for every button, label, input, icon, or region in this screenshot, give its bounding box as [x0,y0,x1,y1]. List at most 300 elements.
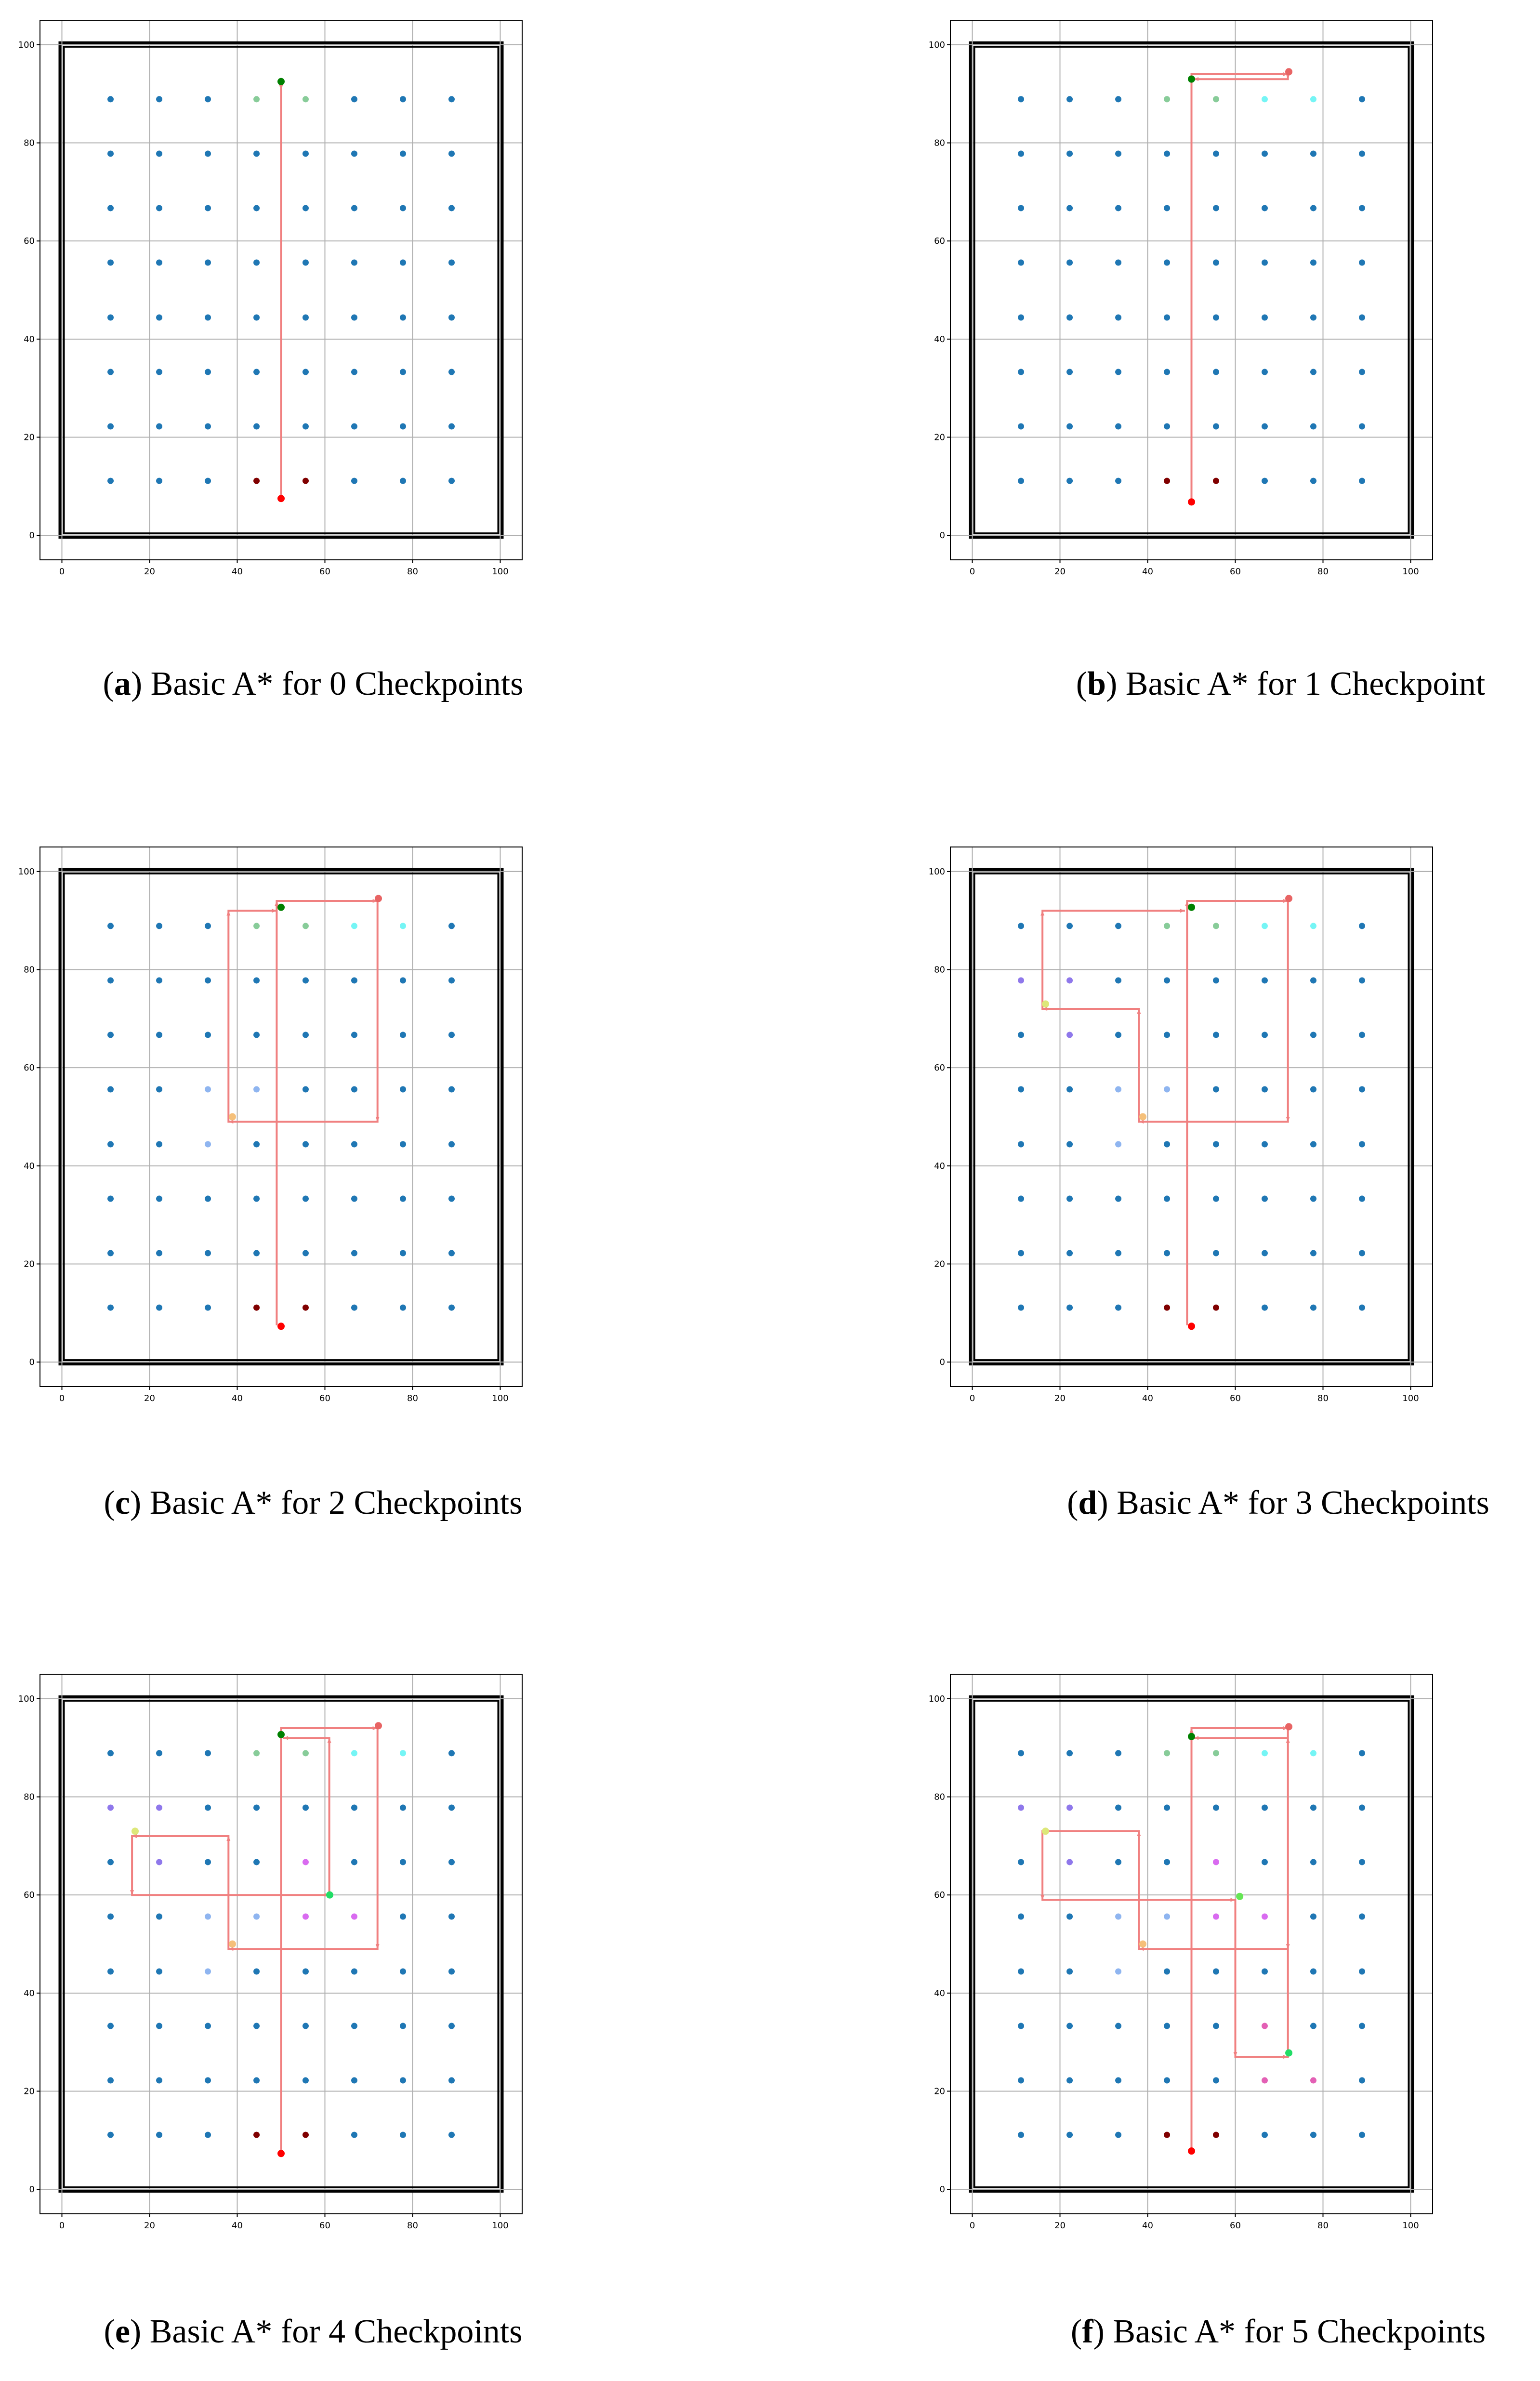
grid-point [107,2077,114,2084]
grid-point [400,1086,406,1092]
grid-point [1262,2077,1268,2084]
grid-point [1018,423,1024,430]
grid-point [1164,2077,1170,2084]
grid-point [303,1804,309,1811]
grid-point [1066,205,1073,211]
marker-start [1188,1323,1195,1330]
x-tick-label: 80 [1317,1393,1329,1403]
grid-point [205,1032,211,1038]
grid-point [1262,1196,1268,1202]
grid-point [1018,259,1024,265]
grid-point [1115,1913,1121,1919]
grid-point [205,1141,211,1148]
grid-point [400,2023,406,2029]
grid-point [156,259,162,265]
grid-point [1359,315,1365,321]
grid-point [1066,96,1073,102]
grid-point [351,205,357,211]
grid-point [1359,259,1365,265]
grid-point [400,1141,406,1148]
grid-point [1115,150,1121,157]
caption-f-letter: f [1082,2313,1093,2350]
grid-point [156,1913,162,1919]
grid-point [1018,2023,1024,2029]
grid-point [107,423,114,430]
grid-point [156,2023,162,2029]
grid-point [1359,2023,1365,2029]
grid-point [107,1032,114,1038]
grid-point [156,2132,162,2138]
y-tick-label: 40 [934,1988,945,1998]
grid-point [1359,1196,1365,1202]
grid-point [1213,423,1219,430]
grid-point [205,1804,211,1811]
grid-point [1115,1305,1121,1311]
marker-goal [277,78,285,85]
grid-point [1115,2132,1121,2138]
grid-point [1115,1196,1121,1202]
grid-point [303,205,309,211]
marker-start [1188,2147,1195,2155]
grid-point [400,1196,406,1202]
grid-point [1359,2077,1365,2084]
grid-point [1310,96,1316,102]
grid-point [1018,1305,1024,1311]
grid-point [303,1750,309,1756]
grid-point [253,1141,260,1148]
grid-point [1213,150,1219,157]
grid-point [1066,1086,1073,1092]
y-tick-label: 100 [18,40,35,50]
grid-point [1213,205,1219,211]
grid-point [205,1305,211,1311]
grid-point [1359,96,1365,102]
grid-point [156,1859,162,1865]
grid-point [351,478,357,484]
grid-point [303,1969,309,1975]
grid-point [205,259,211,265]
grid-point [156,96,162,102]
grid-point [351,315,357,321]
x-tick-label: 100 [492,2221,509,2231]
grid-point [1115,1750,1121,1756]
y-tick-label: 60 [24,1890,35,1901]
grid-point [1115,1141,1121,1148]
grid-point [1066,478,1073,484]
grid-point [1066,1750,1073,1756]
grid-point [1164,1750,1170,1756]
grid-point [400,1804,406,1811]
grid-point [1115,96,1121,102]
plot-b-svg [910,0,1440,602]
marker-goal [277,1731,285,1738]
caption-e: (e) Basic A* for 4 Checkpoints [104,2313,523,2350]
y-tick-label: 0 [29,530,35,541]
grid-point [1310,1750,1316,1756]
grid-point [448,2132,455,2138]
grid-point [1018,1086,1024,1092]
grid-point [1262,1750,1268,1756]
y-tick-label: 60 [934,1063,945,1073]
plot-e-svg [0,1654,530,2256]
grid-point [156,1196,162,1202]
grid-point [1115,2023,1121,2029]
grid-point [253,315,260,321]
grid-point [253,1750,260,1756]
caption-c-text: Basic A* for 2 Checkpoints [149,1484,523,1521]
grid-point [1262,2132,1268,2138]
grid-point [253,259,260,265]
grid-point [1310,1250,1316,1257]
x-tick-label: 0 [59,2221,65,2231]
y-tick-label: 40 [24,1988,35,1998]
grid-point [1018,1913,1024,1919]
grid-point [303,96,309,102]
grid-point [107,1305,114,1311]
marker-start [277,495,285,502]
grid-point [351,96,357,102]
grid-point [1018,1804,1024,1811]
grid-point [205,2023,211,2029]
grid-point [303,1913,309,1919]
grid-point [107,1250,114,1257]
grid-point [156,1804,162,1811]
grid-point [205,2132,211,2138]
grid-point [448,1804,455,1811]
grid-point [1262,205,1268,211]
x-tick-label: 20 [144,1393,155,1403]
grid-point [303,259,309,265]
grid-point [448,923,455,929]
y-tick-label: 0 [29,1357,35,1368]
grid-point [1310,1859,1316,1865]
grid-point [1115,369,1121,375]
grid-point [1066,1804,1073,1811]
grid-point [1262,1859,1268,1865]
y-tick-label: 80 [934,965,945,975]
grid-point [1115,2077,1121,2084]
grid-point [1213,369,1219,375]
x-tick-label: 0 [969,567,975,577]
grid-point [1310,1913,1316,1919]
grid-point [205,2077,211,2084]
grid-point [400,315,406,321]
grid-point [400,1913,406,1919]
x-tick-label: 60 [1230,567,1241,577]
x-tick-label: 60 [319,567,330,577]
grid-point [351,1913,357,1919]
grid-point [1018,1196,1024,1202]
grid-point [303,2077,309,2084]
x-tick-label: 100 [492,567,509,577]
grid-point [1066,923,1073,929]
caption-c-letter: c [115,1484,130,1521]
grid-point [107,2023,114,2029]
grid-point [351,423,357,430]
grid-point [1018,923,1024,929]
marker-checkpoint-3 [132,1827,139,1835]
y-tick-label: 40 [24,334,35,344]
grid-point [1066,1305,1073,1311]
grid-point [400,2132,406,2138]
grid-point [303,1086,309,1092]
subplot-a [0,0,530,602]
x-tick-label: 40 [232,2221,243,2231]
marker-checkpoint-1 [1285,895,1292,902]
x-tick-label: 60 [319,2221,330,2231]
marker-checkpoint-1 [375,895,382,902]
grid-point [1213,2077,1219,2084]
grid-point [1262,1032,1268,1038]
grid-point [1262,1804,1268,1811]
grid-point [351,1196,357,1202]
grid-point [1310,2077,1316,2084]
grid-point [448,478,455,484]
grid-point [1066,2077,1073,2084]
y-tick-label: 80 [934,138,945,148]
grid-point [1213,1913,1219,1919]
grid-point [303,2132,309,2138]
y-tick-label: 80 [24,965,35,975]
caption-f: (f) Basic A* for 5 Checkpoints [1070,2313,1486,2350]
y-tick-label: 0 [939,1357,945,1368]
grid-point [351,1305,357,1311]
grid-point [1164,2023,1170,2029]
grid-point [205,1250,211,1257]
grid-point [351,1859,357,1865]
x-tick-label: 20 [1054,567,1066,577]
grid-point [107,1086,114,1092]
grid-point [1213,2023,1219,2029]
grid-point [1262,96,1268,102]
y-tick-label: 20 [24,1259,35,1270]
y-tick-label: 20 [934,432,945,443]
grid-point [1115,1250,1121,1257]
grid-point [400,1032,406,1038]
grid-point [448,977,455,983]
grid-point [1066,2023,1073,2029]
grid-point [1213,96,1219,102]
grid-point [205,923,211,929]
grid-point [1018,1032,1024,1038]
grid-point [107,259,114,265]
grid-point [253,1969,260,1975]
grid-point [1164,315,1170,321]
grid-point [303,1196,309,1202]
grid-point [351,1804,357,1811]
grid-point [1164,150,1170,157]
grid-point [448,205,455,211]
grid-point [1115,977,1121,983]
grid-point [1262,259,1268,265]
grid-point [107,1969,114,1975]
grid-point [400,1859,406,1865]
marker-goal [1188,76,1195,83]
grid-point [400,150,406,157]
grid-point [1310,1305,1316,1311]
grid-point [1115,478,1121,484]
grid-point [107,1913,114,1919]
grid-point [156,205,162,211]
grid-point [107,1141,114,1148]
grid-point [1262,923,1268,929]
grid-point [107,1804,114,1811]
grid-point [205,369,211,375]
grid-point [1164,205,1170,211]
grid-point [1018,478,1024,484]
y-tick-label: 80 [934,1792,945,1802]
grid-point [205,96,211,102]
grid-point [303,315,309,321]
grid-point [351,1032,357,1038]
grid-point [448,1969,455,1975]
x-tick-label: 20 [144,2221,155,2231]
y-tick-label: 100 [928,1693,945,1704]
subplot-f [910,1654,1440,2256]
grid-point [1164,1305,1170,1311]
grid-point [156,1750,162,1756]
marker-checkpoint-2 [229,1113,236,1121]
grid-point [1213,1859,1219,1865]
grid-point [107,205,114,211]
y-tick-label: 0 [939,530,945,541]
grid-point [448,150,455,157]
grid-point [448,1196,455,1202]
grid-point [1164,1032,1170,1038]
grid-point [1262,478,1268,484]
y-tick-label: 100 [18,866,35,877]
grid-point [107,1859,114,1865]
grid-point [400,259,406,265]
grid-point [253,369,260,375]
caption-e-letter: e [115,2313,130,2350]
grid-point [448,1250,455,1257]
grid-point [253,1086,260,1092]
grid-point [448,423,455,430]
grid-point [1213,1305,1219,1311]
grid-point [107,1196,114,1202]
grid-point [1262,150,1268,157]
grid-point [1115,1086,1121,1092]
grid-point [1310,423,1316,430]
grid-point [351,259,357,265]
x-tick-label: 80 [407,2221,418,2231]
grid-point [1262,1305,1268,1311]
grid-point [205,1196,211,1202]
caption-b: (b) Basic A* for 1 Checkpoint [1076,665,1486,702]
grid-point [253,205,260,211]
caption-d-text: Basic A* for 3 Checkpoints [1117,1484,1489,1521]
grid-point [351,2132,357,2138]
grid-point [400,977,406,983]
grid-point [1115,315,1121,321]
grid-point [1164,1196,1170,1202]
grid-point [1359,1969,1365,1975]
grid-point [1262,315,1268,321]
grid-point [1359,1086,1365,1092]
grid-point [303,1141,309,1148]
grid-point [400,1750,406,1756]
grid-point [400,923,406,929]
x-tick-label: 100 [1402,1393,1419,1403]
x-tick-label: 60 [1230,2221,1241,2231]
grid-point [156,2077,162,2084]
grid-point [1310,1969,1316,1975]
grid-point [303,2023,309,2029]
grid-point [1310,315,1316,321]
grid-point [1359,205,1365,211]
x-tick-label: 20 [1054,2221,1066,2231]
grid-point [156,369,162,375]
grid-point [1018,977,1024,983]
marker-checkpoint-3 [1042,1827,1049,1835]
grid-point [1262,1250,1268,1257]
grid-point [1359,1913,1365,1919]
grid-point [448,315,455,321]
plot-d-svg [910,827,1440,1429]
grid-point [1310,1196,1316,1202]
grid-point [205,478,211,484]
grid-point [1164,977,1170,983]
x-tick-label: 80 [407,1393,418,1403]
grid-point [351,2077,357,2084]
grid-point [253,1804,260,1811]
grid-point [205,205,211,211]
plot-a-svg [0,0,530,602]
grid-point [448,1141,455,1148]
grid-point [303,423,309,430]
grid-point [1018,1141,1024,1148]
grid-point [1213,1969,1219,1975]
grid-point [448,259,455,265]
marker-start [277,2150,285,2157]
x-tick-label: 80 [1317,2221,1329,2231]
grid-point [1213,259,1219,265]
y-tick-label: 80 [24,1792,35,1802]
y-tick-label: 0 [939,2184,945,2195]
plot-c-svg [0,827,530,1429]
subplot-d [910,827,1440,1429]
caption-b-text: Basic A* for 1 Checkpoint [1125,665,1486,702]
x-tick-label: 80 [407,567,418,577]
grid-point [205,315,211,321]
grid-point [400,478,406,484]
grid-point [1066,1913,1073,1919]
x-tick-label: 20 [1054,1393,1066,1403]
grid-point [400,369,406,375]
x-tick-label: 0 [969,1393,975,1403]
grid-point [1310,1804,1316,1811]
caption-d-letter: d [1078,1484,1097,1521]
y-tick-label: 20 [24,2086,35,2097]
grid-point [400,1305,406,1311]
marker-goal [1188,904,1195,911]
x-tick-label: 40 [1142,1393,1153,1403]
grid-point [1164,1804,1170,1811]
grid-point [205,1859,211,1865]
grid-point [351,369,357,375]
grid-point [400,205,406,211]
y-tick-label: 100 [928,40,945,50]
grid-point [156,1969,162,1975]
grid-point [303,1305,309,1311]
grid-point [1018,205,1024,211]
grid-point [303,478,309,484]
grid-point [351,977,357,983]
grid-point [156,1250,162,1257]
y-tick-label: 60 [24,1063,35,1073]
grid-point [1262,1141,1268,1148]
